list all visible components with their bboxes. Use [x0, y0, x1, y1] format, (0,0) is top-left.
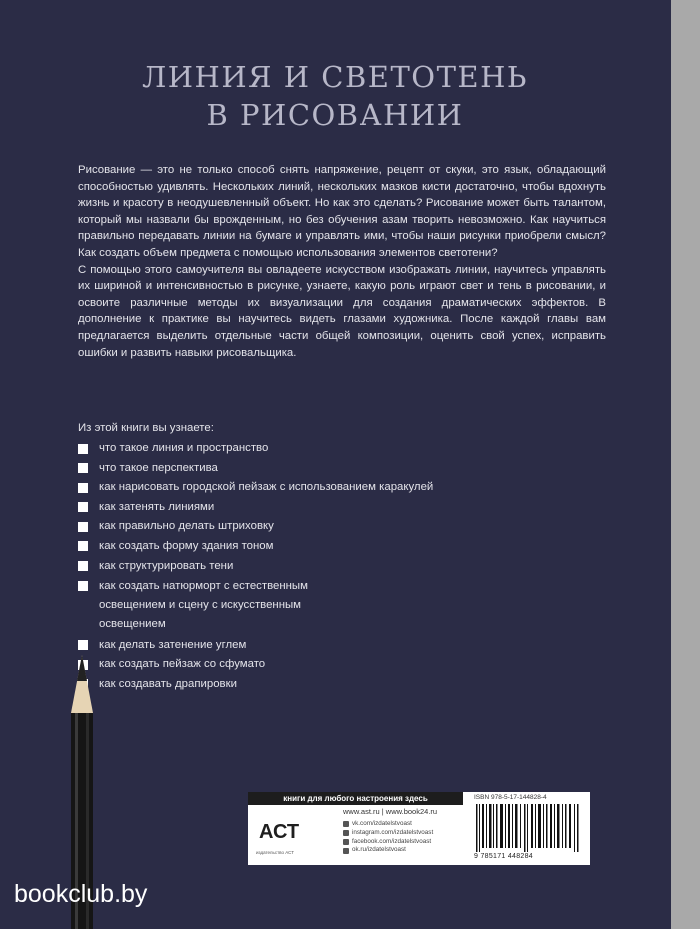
vk-icon	[343, 821, 349, 827]
bullet-square-icon	[78, 502, 88, 512]
bullet-square-icon	[78, 561, 88, 571]
list-item	[78, 656, 618, 673]
publisher-websites: www.ast.ru | www.book24.ru	[343, 807, 438, 816]
list-item	[78, 676, 618, 693]
bullet-square-icon	[78, 444, 88, 454]
list-item	[78, 558, 618, 575]
list-item	[78, 538, 618, 555]
learn-section	[78, 420, 618, 696]
facebook-icon	[343, 839, 349, 845]
list-item	[78, 460, 618, 477]
list-item-text: что такое перспектива	[99, 461, 218, 474]
instagram-icon	[343, 830, 349, 836]
list-item-text: как правильно делать штриховку	[99, 520, 274, 533]
list-item-text: как делать затенение углем	[99, 638, 247, 651]
list-item	[78, 440, 618, 457]
list-item	[78, 499, 618, 516]
list-item-text: что такое линия и пространство	[99, 442, 269, 454]
learn-intro: Из этой книги вы узнаете:	[78, 422, 214, 434]
list-item-text: как нарисовать городской пейзаж с использованием каракулей	[99, 481, 434, 494]
barcode-icon	[474, 804, 582, 852]
list-item-text: как структурировать тени	[99, 559, 234, 572]
description-paragraph-2: С помощью этого самоучителя вы овладеете искусством изображать линии, научитесь управлять их шириной и интенсивностью в рисунке, узнаете, какую роль играют свет и тень в рисовании, и освоите различные методы их визуализации для создания драматических эффектов. В дополнение к практике вы научитесь видеть глазами художника. После каждой главы вам предлагается выделить отдельные части общей композиции, оценить свой успех, исправить ошибки и развить навыки рисовальщика.	[78, 263, 606, 359]
ast-logo-icon	[256, 810, 300, 858]
bullet-square-icon	[78, 541, 88, 551]
description-paragraph-1: Рисование — это не только способ снять напряжение, рецепт от скуки, это язык, обладающий способностью удивлять. Нескольких линий, нескольких мазков кисти достаточно, чтобы вдохнуть жизнь и красоту в неодушевленный объект. Но как это сделать? Рисование может быть талантом, который мы назвали бы врожденным, но без обучения азам творить невозможно. Как научиться правильно передавать линии на бумаге и управлять ими, чтобы наши рисунки приобрели смысл? Как создать объем предмета с помощью использования элементов светотени?	[78, 164, 606, 259]
book-title	[75, 58, 595, 134]
social-link-vk	[343, 820, 433, 829]
publisher-slogan: книги для любого настроения здесь	[248, 792, 463, 805]
list-item-text: как создать натюрморт с естественным освещением и сцену с искусственным освещением	[99, 580, 308, 631]
social-link-text: vk.com/izdatelstvoast	[352, 820, 412, 827]
book-spine-edge	[671, 0, 700, 929]
social-link-facebook	[343, 838, 433, 847]
social-links	[343, 820, 433, 855]
ok-icon	[343, 848, 349, 854]
publisher-info-block	[248, 792, 590, 865]
bullet-square-icon	[78, 581, 88, 591]
list-item-text: как создать форму здания тоном	[99, 539, 274, 552]
bullet-square-icon	[78, 640, 88, 650]
bullet-square-icon	[78, 483, 88, 493]
logo-text: АСТ	[259, 821, 300, 843]
book-description	[78, 162, 606, 361]
list-item	[78, 577, 618, 634]
bullet-square-icon	[78, 463, 88, 473]
learn-list	[78, 440, 618, 693]
list-item-text: как затенять линиями	[99, 500, 215, 513]
barcode-number: 9 785171 448284	[474, 853, 533, 860]
title-line-2: В РИСОВАНИИ	[206, 98, 464, 132]
title-line-1: ЛИНИЯ И СВЕТОТЕНЬ	[142, 60, 528, 94]
social-link-text: instagram.com/izdatelstvoast	[352, 828, 434, 836]
social-link-instagram	[343, 829, 433, 838]
social-link-ok	[343, 846, 433, 855]
bullet-square-icon	[78, 522, 88, 532]
logo-caption: издательство АСТ	[256, 850, 294, 855]
list-item	[78, 637, 618, 654]
social-link-text: facebook.com/izdatelstvoast	[352, 837, 432, 845]
list-item	[78, 479, 618, 496]
social-link-text: ok.ru/izdatelstvoast	[352, 846, 406, 854]
list-item-text: как создать пейзаж со сфумато	[99, 658, 266, 671]
list-item-text: как создавать драпировки	[99, 677, 237, 690]
isbn-label: ISBN 978-5-17-144828-4	[474, 794, 547, 801]
site-watermark: bookclub.by	[14, 880, 148, 908]
list-item	[78, 518, 618, 535]
